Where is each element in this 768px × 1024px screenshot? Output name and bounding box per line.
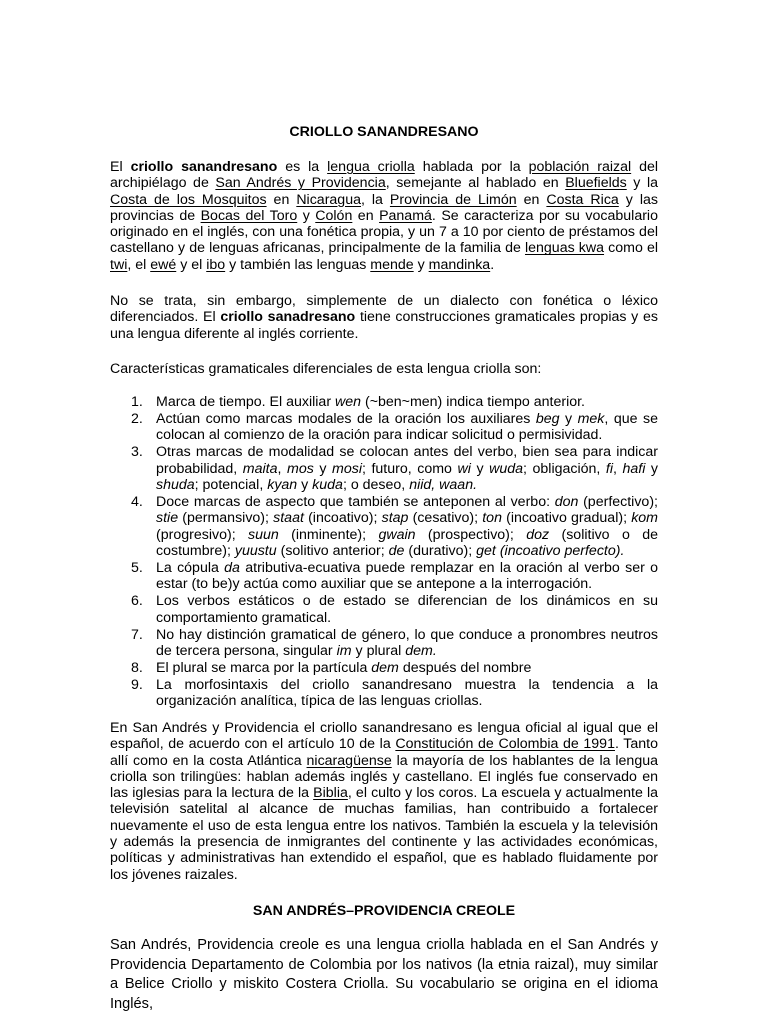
italic-term: ton (482, 510, 502, 527)
list-number: 6. (131, 593, 143, 610)
text: tiene construcciones gramaticales propias y es una lengua diferente al inglés corriente. (110, 309, 658, 342)
text: Los verbos estáticos o de estado se diferencian de los dinámicos en su comportamiento gramatical. (156, 593, 658, 626)
list-number: 1. (131, 394, 143, 410)
text: , que se colocan al comienzo de la oración para indicar solicitud o permisividad. (156, 410, 658, 444)
text: en (266, 191, 297, 208)
link-panama[interactable]: Panamá (379, 207, 432, 224)
link-poblacion-raizal[interactable]: población raizal (528, 159, 632, 175)
link-bluefields[interactable]: Bluefields (565, 175, 627, 192)
text: y las provincias de (110, 191, 658, 224)
text: (incoativo); (303, 510, 382, 527)
italic-term: niid, waan. (409, 477, 478, 494)
link-ibo[interactable]: ibo (206, 256, 226, 273)
text: (prospectivo); (415, 526, 527, 543)
text: hablada por la (414, 159, 529, 175)
link-nicaraguense[interactable]: nicaragüense (306, 752, 392, 769)
second-paragraph (110, 293, 658, 342)
text: , semejante al hablado en (385, 175, 566, 192)
text: y (645, 460, 659, 477)
link-bocas-del-toro[interactable]: Bocas del Toro (200, 207, 298, 224)
list-item (110, 444, 658, 493)
text: es la (277, 159, 328, 175)
official-language-paragraph (110, 720, 658, 883)
link-colon[interactable]: Colón (315, 207, 353, 224)
text: . (490, 256, 495, 273)
italic-term: staat (273, 510, 304, 527)
intro-paragraph (110, 159, 658, 273)
list-item (110, 593, 658, 626)
list-number: 3. (131, 444, 143, 461)
italic-term: yuustu (234, 543, 277, 560)
list-item (110, 660, 658, 676)
text: , (277, 460, 287, 477)
link-twi[interactable]: twi (110, 256, 128, 273)
italic-term: stap (381, 510, 409, 527)
italic-term: don (554, 493, 579, 510)
text: ; futuro, como (361, 460, 458, 477)
link-ewe[interactable]: ewé (150, 256, 177, 273)
text: (solitivo o de costumbre); (156, 526, 659, 560)
text: Actúan como marcas modales de la oración los auxiliares (156, 410, 536, 427)
bold-term: criollo sanandresano (130, 159, 278, 175)
italic-term: wen (335, 394, 362, 410)
section-title-criollo: CRIOLLO SANANDRESANO (289, 124, 479, 140)
bold-term: criollo sanadresano (220, 309, 356, 326)
text: y la (626, 175, 658, 192)
list-number: 4. (131, 493, 143, 510)
italic-term: shuda (156, 477, 195, 494)
text: , el (127, 256, 151, 273)
italic-term: dem. (405, 643, 437, 660)
text: y (313, 460, 333, 477)
text: y el (176, 256, 207, 273)
link-costa-mosquitos[interactable]: Costa de los Mosquitos (110, 191, 267, 208)
link-mandinka[interactable]: mandinka (428, 256, 491, 273)
italic-term: wuda (489, 460, 524, 477)
italic-term: mos (287, 460, 314, 477)
section-title-creole: SAN ANDRÉS–PROVIDENCIA CREOLE (252, 903, 516, 919)
link-provincia-limon[interactable]: Provincia de Limón (389, 191, 517, 208)
text: (solitivo anterior; (276, 543, 389, 560)
italic-term: doz (526, 526, 550, 543)
italic-term: im (336, 643, 352, 660)
text: (incoativo gradual); (501, 510, 632, 527)
text: (durativo); (404, 543, 477, 560)
text: y (297, 207, 316, 224)
list-number: 7. (131, 626, 143, 643)
text: y (413, 256, 429, 273)
list-number: 8. (131, 660, 143, 676)
text: . Tanto allí como en la costa Atlántica (110, 736, 658, 769)
text: y también las lenguas (225, 256, 371, 273)
italic-term: dem (371, 660, 399, 676)
text: ; potencial, (194, 477, 268, 494)
text: y (297, 477, 313, 494)
italic-term: stie (156, 510, 179, 527)
italic-term: da (224, 560, 240, 577)
list-item (110, 627, 658, 660)
link-lengua-criolla[interactable]: lengua criolla (327, 159, 415, 175)
text: ; obligación, (523, 460, 606, 477)
link-biblia[interactable]: Biblia (313, 785, 348, 802)
text: (~ben~men) indica tiempo anterior. (361, 394, 586, 410)
text: La cópula (156, 560, 225, 577)
list-item (110, 394, 658, 410)
text: No hay distinción gramatical de género, lo que conduce a pronombres neutros de tercera persona, singular (156, 626, 658, 660)
list-item (110, 411, 658, 444)
text: La morfosintaxis del criollo sanandresano muestra la tendencia a la organización analítica, típica de las lenguas criollas. (156, 676, 658, 710)
text: en (352, 207, 380, 224)
text: , la (360, 191, 390, 208)
link-nicaragua[interactable]: Nicaragua (296, 191, 361, 208)
list-item (110, 677, 658, 710)
italic-term: gwain (378, 526, 416, 543)
text: en (516, 191, 547, 208)
text: Marca de tiempo. El auxiliar (156, 394, 335, 410)
list-item (110, 494, 658, 560)
text: No se trata, sin embargo, simplemente de un dialecto con fonética o léxico diferenciados. El (110, 293, 658, 326)
list-item (110, 560, 658, 593)
creole-paragraph: San Andrés, Providencia creole es una lengua criolla hablada en el San Andrés y Providencia Departamento de Colombia por los nativos (la etnia raizal), muy similar a Belice Criollo y miskito Costera Criolla. Su vocabulario se origina en el idioma Inglés, (110, 937, 658, 1012)
grammar-intro: Características gramaticales diferenciales de esta lengua criolla son: (110, 361, 542, 377)
italic-term: get (incoativo perfecto). (476, 543, 625, 560)
italic-term: fi (605, 460, 613, 477)
text: (perfectivo); (578, 493, 658, 510)
list-number: 2. (131, 410, 143, 427)
text: atributiva-ecuativa puede remplazar en la oración al verbo ser o estar (to be)y actúa como auxiliar que se antepone a la interrogación. (156, 560, 658, 593)
italic-term: kyan (267, 477, 298, 494)
link-constitucion[interactable]: Constitución de Colombia de 1991 (395, 736, 615, 753)
text: y plural (351, 643, 406, 660)
text: , (612, 460, 623, 477)
text: y (470, 460, 490, 477)
italic-term: beg (535, 410, 560, 427)
italic-term: hafi (622, 460, 646, 477)
text: (cesativo); (408, 510, 483, 527)
italic-term: kuda (312, 477, 343, 494)
grammar-features-list (110, 394, 658, 710)
text: , el culto y los coros. La escuela y actualmente la televisión satelital al alcance de muchas familias, han contribuido a fortalecer nuevamente el uso de esta lengua entre los nativos. También la escuela y la televisión y además la presencia de inmigrantes del continente y las actividades económicas, políticas y administrativas han extendido el español, que es hablado fluidamente por los jóvenes raizales. (110, 785, 659, 883)
link-lenguas-kwa[interactable]: lenguas kwa (524, 240, 605, 257)
text: (progresivo); (156, 526, 249, 543)
list-number: 9. (131, 676, 143, 693)
italic-term: suun (248, 526, 279, 543)
italic-term: de (388, 543, 405, 560)
italic-term: kom (631, 510, 658, 527)
text: la mayoría de los hablantes de la lengua criolla son trilingües: hablan además inglés y castellano. El inglés fue conservado en las iglesias para la lectura de la (110, 752, 658, 802)
text: En San Andrés y Providencia el criollo sanandresano es lengua oficial al igual que el español, de acuerdo con el artículo 10 de la (110, 720, 658, 753)
link-san-andres[interactable]: San Andrés y Providencia (215, 175, 386, 192)
text: (inminente); (278, 526, 379, 543)
text: y (559, 410, 578, 427)
text: como el (604, 240, 658, 257)
text: Doce marcas de aspecto que también se anteponen al verbo: (156, 493, 555, 510)
text: del archipiélago de (110, 159, 659, 192)
text: (permansivo); (178, 510, 274, 527)
italic-term: maita (242, 460, 278, 477)
text: Otras marcas de modalidad se colocan antes del verbo, bien sea para indicar probabilidad, (156, 444, 658, 477)
italic-term: mosi (332, 460, 362, 477)
list-number: 5. (131, 560, 143, 577)
link-mende[interactable]: mende (370, 256, 414, 273)
text: ; o deseo, (342, 477, 410, 494)
link-costa-rica[interactable]: Costa Rica (546, 191, 619, 208)
italic-term: mek (577, 410, 605, 427)
text: El plural se marca por la partícula (156, 660, 372, 676)
text: El (110, 159, 131, 175)
italic-term: wi (457, 460, 471, 477)
text: . Se caracteriza por su vocabulario originado en el inglés, con una fonética propia, y un 7 a 10 por ciento de préstamos del castellano y de lenguas africanas, principalmente de la familia de (110, 207, 658, 257)
text: después del nombre (398, 660, 532, 676)
